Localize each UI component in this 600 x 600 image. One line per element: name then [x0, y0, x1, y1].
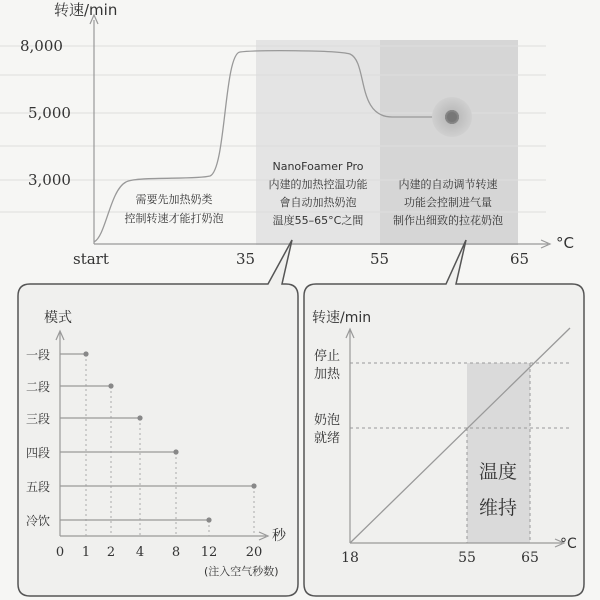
temp-y-label: 奶泡 [314, 413, 341, 428]
top-end-dot [447, 112, 457, 122]
bar-x-tick: 2 [106, 545, 116, 560]
temp-x-tick: 55 [458, 550, 476, 566]
top-y-tick: 3,000 [28, 171, 71, 189]
bar-category-label: 五段 [26, 480, 51, 494]
bar-x-tick: 12 [200, 545, 218, 560]
bar-x-axis-note: (注入空气秒数) [204, 565, 279, 578]
bar-end-dot [206, 517, 211, 522]
top-x-tick: 65 [510, 250, 530, 268]
bar-end-dot [251, 483, 256, 488]
bar-end-dot [137, 415, 142, 420]
bar-category-label: 一段 [26, 348, 51, 362]
top-chart [0, 1, 574, 268]
bar-category-label: 二段 [26, 380, 51, 394]
temp-y-axis-title: 转速/min [312, 310, 372, 326]
bar-x-tick: 1 [81, 545, 91, 560]
bar-x-tick: 20 [245, 545, 263, 560]
bar-x-tick: 0 [55, 545, 65, 560]
bar-y-axis-title: 模式 [44, 310, 72, 326]
top-annotation-line: 需要先加热奶类 [135, 193, 213, 206]
bar-category-label: 冷饮 [26, 514, 51, 528]
top-annotation-line: 制作出细致的拉花奶泡 [393, 214, 503, 227]
temp-x-tick: 18 [341, 550, 359, 566]
bar-x-axis-title: 秒 [272, 528, 286, 544]
top-annotation-line: 控制转速才能打奶泡 [124, 212, 224, 225]
top-annotation-line: 功能会控制进气量 [404, 196, 492, 209]
top-y-axis-title: 转速/min [54, 1, 118, 19]
temp-y-label: 停止 [314, 349, 341, 364]
temp-x-axis-title: °C [560, 536, 577, 552]
temp-shade-label: 维持 [478, 497, 518, 519]
bar-category-label: 四段 [26, 446, 51, 460]
top-x-tick: 55 [370, 250, 390, 268]
temp-y-label: 就绪 [314, 431, 341, 446]
bar-x-tick: 8 [171, 545, 181, 560]
top-annotation-line: 温度55–65°C之間 [272, 214, 364, 227]
top-x-tick: 35 [236, 250, 256, 268]
top-x-axis-title: °C [556, 234, 574, 252]
top-annotation-line: NanoFoamer Pro [272, 160, 364, 173]
top-annotation-line: 會自动加热奶泡 [279, 196, 357, 209]
bar-x-tick: 4 [135, 545, 145, 560]
bar-end-dot [83, 351, 88, 356]
bar-end-dot [173, 449, 178, 454]
bar-end-dot [108, 383, 113, 388]
top-annotation-line: 内建的自动调节转速 [398, 178, 498, 191]
top-annotation-line: 内建的加热控温功能 [268, 178, 368, 191]
top-y-tick: 5,000 [28, 104, 71, 122]
top-y-tick: 8,000 [20, 37, 63, 55]
top-x-tick: start [73, 250, 109, 268]
temp-x-tick: 65 [521, 550, 539, 566]
temp-shade-label: 温度 [478, 461, 518, 483]
temp-y-label: 加热 [314, 367, 341, 382]
bar-category-label: 三段 [26, 412, 51, 426]
